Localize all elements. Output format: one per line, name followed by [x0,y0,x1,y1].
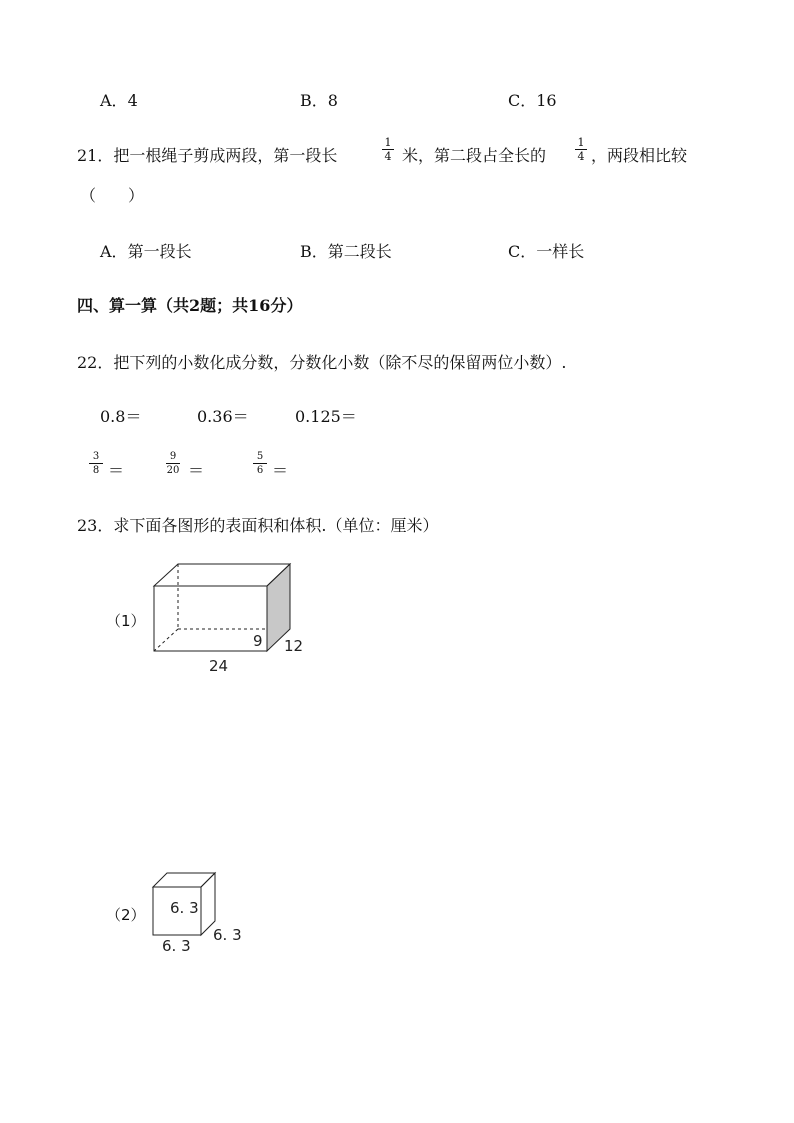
q21-option-b: B．第二段长 [300,242,392,261]
q21-option-a: A．第一段长 [100,242,192,261]
figure-1-length-label: 24 [209,657,229,675]
q22-fraction-3: 5 6 [253,451,267,476]
q20-option-b: B．8 [300,91,338,110]
q21-fraction-1: 1 4 [382,137,394,162]
figure-2-cube [145,865,255,955]
section-heading: 四、算一算（共2题；共16分） [77,296,303,315]
q22-text: 22．把下列的小数化成分数，分数化小数（除不尽的保留两位小数）. [77,353,567,372]
figure-2-side-label: 6. 3 [213,926,242,944]
q22-decimal-3: 0.125＝ [295,407,357,426]
figure-2-label: （2） [106,906,146,924]
q22-decimal-2: 0.36＝ [197,407,249,426]
figure-1-width-label: 12 [284,637,304,655]
q22-fraction-1-equals: ＝ [108,461,125,480]
q21-text-part-b: 米，第二段占全长的 [402,146,547,165]
figure-1-cuboid [140,555,320,680]
q21-text-part-a: 21．把一根绳子剪成两段，第一段长 [77,146,338,165]
q21-fraction-2: 1 4 [575,137,587,162]
figure-2-bottom-label: 6. 3 [162,937,191,955]
figure-2-front-label: 6. 3 [170,899,199,917]
q22-fraction-2: 9 20 [166,451,180,476]
q20-option-c: C．16 [508,91,557,110]
q22-decimal-1: 0.8＝ [100,407,142,426]
q21-answer-paren: （ ） [80,186,145,205]
q21-option-c: C．一样长 [508,242,585,261]
q20-option-a: A．4 [100,91,138,110]
q22-fraction-1: 3 8 [89,451,103,476]
figure-1-label: （1） [106,612,146,630]
figure-1-height-label: 9 [253,632,263,650]
q21-text-part-c: ，两段相比较 [591,146,688,165]
q23-text: 23．求下面各图形的表面积和体积.（单位：厘米） [77,516,439,535]
q22-fraction-3-equals: ＝ [272,461,289,480]
q22-fraction-2-equals: ＝ [188,461,205,480]
